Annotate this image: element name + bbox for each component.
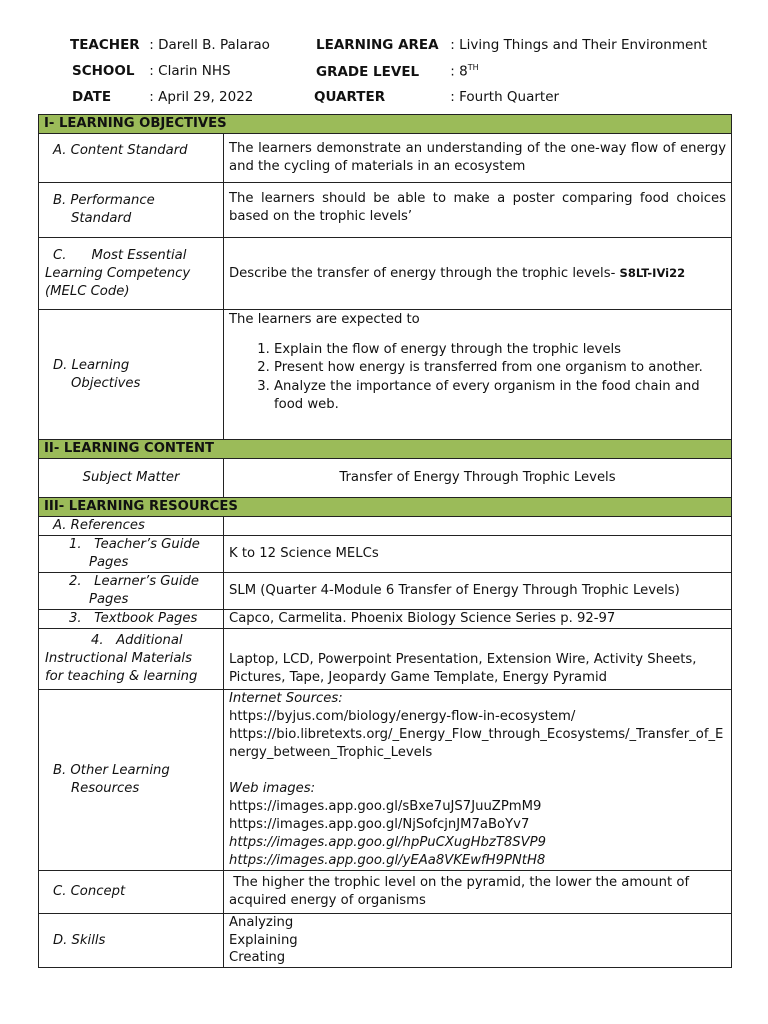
textbook-label: 3. Textbook Pages	[39, 610, 224, 629]
row-skills	[39, 914, 732, 968]
tg-label-1: 1. Teacher’s Guide	[69, 537, 200, 552]
grade-line	[316, 63, 479, 80]
other-resources-value	[224, 690, 732, 871]
skill-item: Explaining	[229, 932, 298, 948]
school-line	[72, 63, 231, 79]
tg-label-2: Pages	[89, 555, 129, 570]
content-standard-value: The learners demonstrate an understanding of the one-way flow of energy and the cycling of materials in an ecosystem	[224, 134, 732, 183]
performance-standard-label	[39, 183, 224, 238]
area-line	[316, 37, 707, 53]
skills-label: D. Skills	[39, 914, 224, 968]
melc-value	[224, 238, 732, 310]
school-value: : Clarin NHS	[149, 63, 231, 79]
quarter-value: : Fourth Quarter	[450, 89, 560, 105]
row-other-resources	[39, 690, 732, 871]
area-value: : Living Things and Their Environment	[450, 37, 708, 53]
quarter-label: QUARTER	[314, 89, 386, 105]
teachers-guide-label	[39, 536, 224, 573]
concept-label: C. Concept	[39, 871, 224, 914]
lg-label-1: 2. Learner’s Guide	[69, 574, 199, 589]
row-learning-objectives	[39, 310, 732, 440]
melc-label	[39, 238, 224, 310]
internet-link[interactable]: https://bio.libretexts.org/_Energy_Flow_through_Ecosystems/_Transfer_of_Energy_between_Trophic_Levels	[229, 727, 724, 760]
date-label: DATE	[72, 89, 112, 105]
learners-guide-label	[39, 573, 224, 610]
row-teachers-guide	[39, 536, 732, 573]
subject-matter-label: Subject Matter	[39, 459, 224, 498]
lg-label-2: Pages	[89, 592, 129, 607]
skill-item: Analyzing	[229, 915, 294, 931]
teacher-value: : Darell B. Palarao	[149, 37, 270, 53]
area-label: LEARNING AREA	[316, 37, 439, 53]
add-label-2: Instructional Materials	[45, 651, 192, 666]
references-label: A. References	[39, 517, 224, 536]
grade-superscript: TH	[467, 63, 479, 72]
performance-label-1: B. Performance	[53, 193, 155, 208]
references-value	[224, 517, 732, 536]
performance-standard-value: The learners should be able to make a poster comparing food choices based on the trophic levels’	[224, 183, 732, 238]
grade-label: GRADE LEVEL	[316, 63, 420, 80]
lo-item: 2. Present how energy is transferred from one organism to another.	[274, 359, 726, 378]
textbook-value: Capco, Carmelita. Phoenix Biology Science Series p. 92-97	[224, 610, 732, 629]
additional-value: Laptop, LCD, Powerpoint Presentation, Extension Wire, Activity Sheets, Pictures, Tape, Jeopardy Game Template, Energy Pyramid	[224, 629, 732, 690]
row-references	[39, 517, 732, 536]
row-concept	[39, 871, 732, 914]
skill-item: Creating	[229, 950, 286, 966]
melc-label-3: (MELC Code)	[45, 283, 130, 299]
row-melc	[39, 238, 732, 310]
additional-label	[39, 629, 224, 690]
row-subject-matter	[39, 459, 732, 498]
performance-label-2: Standard	[71, 211, 132, 226]
web-image-link[interactable]: https://images.app.goo.gl/sBxe7uJS7JuuZPmM9	[229, 799, 542, 814]
date-value: : April 29, 2022	[149, 89, 254, 105]
add-label-3: for teaching & learning	[45, 669, 198, 684]
lo-label-2: Objectives	[71, 375, 141, 391]
teachers-guide-value: K to 12 Science MELCs	[224, 536, 732, 573]
internet-link[interactable]: https://byjus.com/biology/energy-flow-in-ecosystem/	[229, 709, 576, 724]
subject-matter-value: Transfer of Energy Through Trophic Levels	[224, 459, 732, 498]
teacher-line	[70, 37, 270, 53]
web-images-label: Web images:	[229, 781, 316, 796]
web-image-link[interactable]: https://images.app.goo.gl/yEAa8VKEwfH9PNtH8	[229, 853, 546, 868]
lo-label-1: D. Learning	[53, 357, 130, 373]
date-line	[72, 89, 253, 105]
other-label-1: B. Other Learning	[53, 763, 170, 778]
web-image-link[interactable]: https://images.app.goo.gl/NjSofcjnJM7aBoYv7	[229, 817, 530, 832]
learning-objectives-label	[39, 310, 224, 440]
section-content: II- LEARNING CONTENT	[39, 440, 732, 459]
row-textbook	[39, 610, 732, 629]
other-label-2: Resources	[71, 781, 140, 796]
add-label-1: 4. Additional	[91, 633, 183, 648]
row-learners-guide	[39, 573, 732, 610]
learners-guide-value: SLM (Quarter 4-Module 6 Transfer of Energy Through Trophic Levels)	[224, 573, 732, 610]
learning-objectives-value	[224, 310, 732, 440]
melc-label-2: Learning Competency	[45, 265, 191, 281]
row-additional	[39, 629, 732, 690]
skills-value	[224, 914, 732, 968]
lo-item: 1. Explain the flow of energy through the trophic levels	[274, 341, 726, 360]
content-standard-label: A. Content Standard	[39, 134, 224, 183]
grade-value: : 8	[450, 63, 468, 80]
melc-text: Describe the transfer of energy through the trophic levels-	[229, 266, 620, 281]
melc-label-1: C. Most Essential	[53, 247, 187, 263]
internet-sources-label: Internet Sources:	[229, 691, 343, 706]
lesson-plan-table	[38, 114, 732, 968]
school-label: SCHOOL	[72, 63, 135, 79]
lo-list	[229, 341, 726, 415]
section-resources: III- LEARNING RESOURCES	[39, 498, 732, 517]
melc-code: S8LT-IVi22	[619, 266, 686, 280]
concept-value: The higher the trophic level on the pyramid, the lower the amount of acquired energy of organisms	[224, 871, 732, 914]
section-objectives: I- LEARNING OBJECTIVES	[39, 115, 732, 134]
web-image-link[interactable]: https://images.app.goo.gl/hpPuCXugHbzT8SVP9	[229, 835, 547, 850]
lo-item: 3. Analyze the importance of every organism in the food chain and food web.	[274, 378, 726, 415]
teacher-label: TEACHER	[70, 37, 140, 53]
row-performance-standard	[39, 183, 732, 238]
quarter-line	[314, 89, 559, 105]
lo-intro: The learners are expected to	[229, 312, 420, 327]
row-content-standard	[39, 134, 732, 183]
other-resources-label	[39, 690, 224, 871]
